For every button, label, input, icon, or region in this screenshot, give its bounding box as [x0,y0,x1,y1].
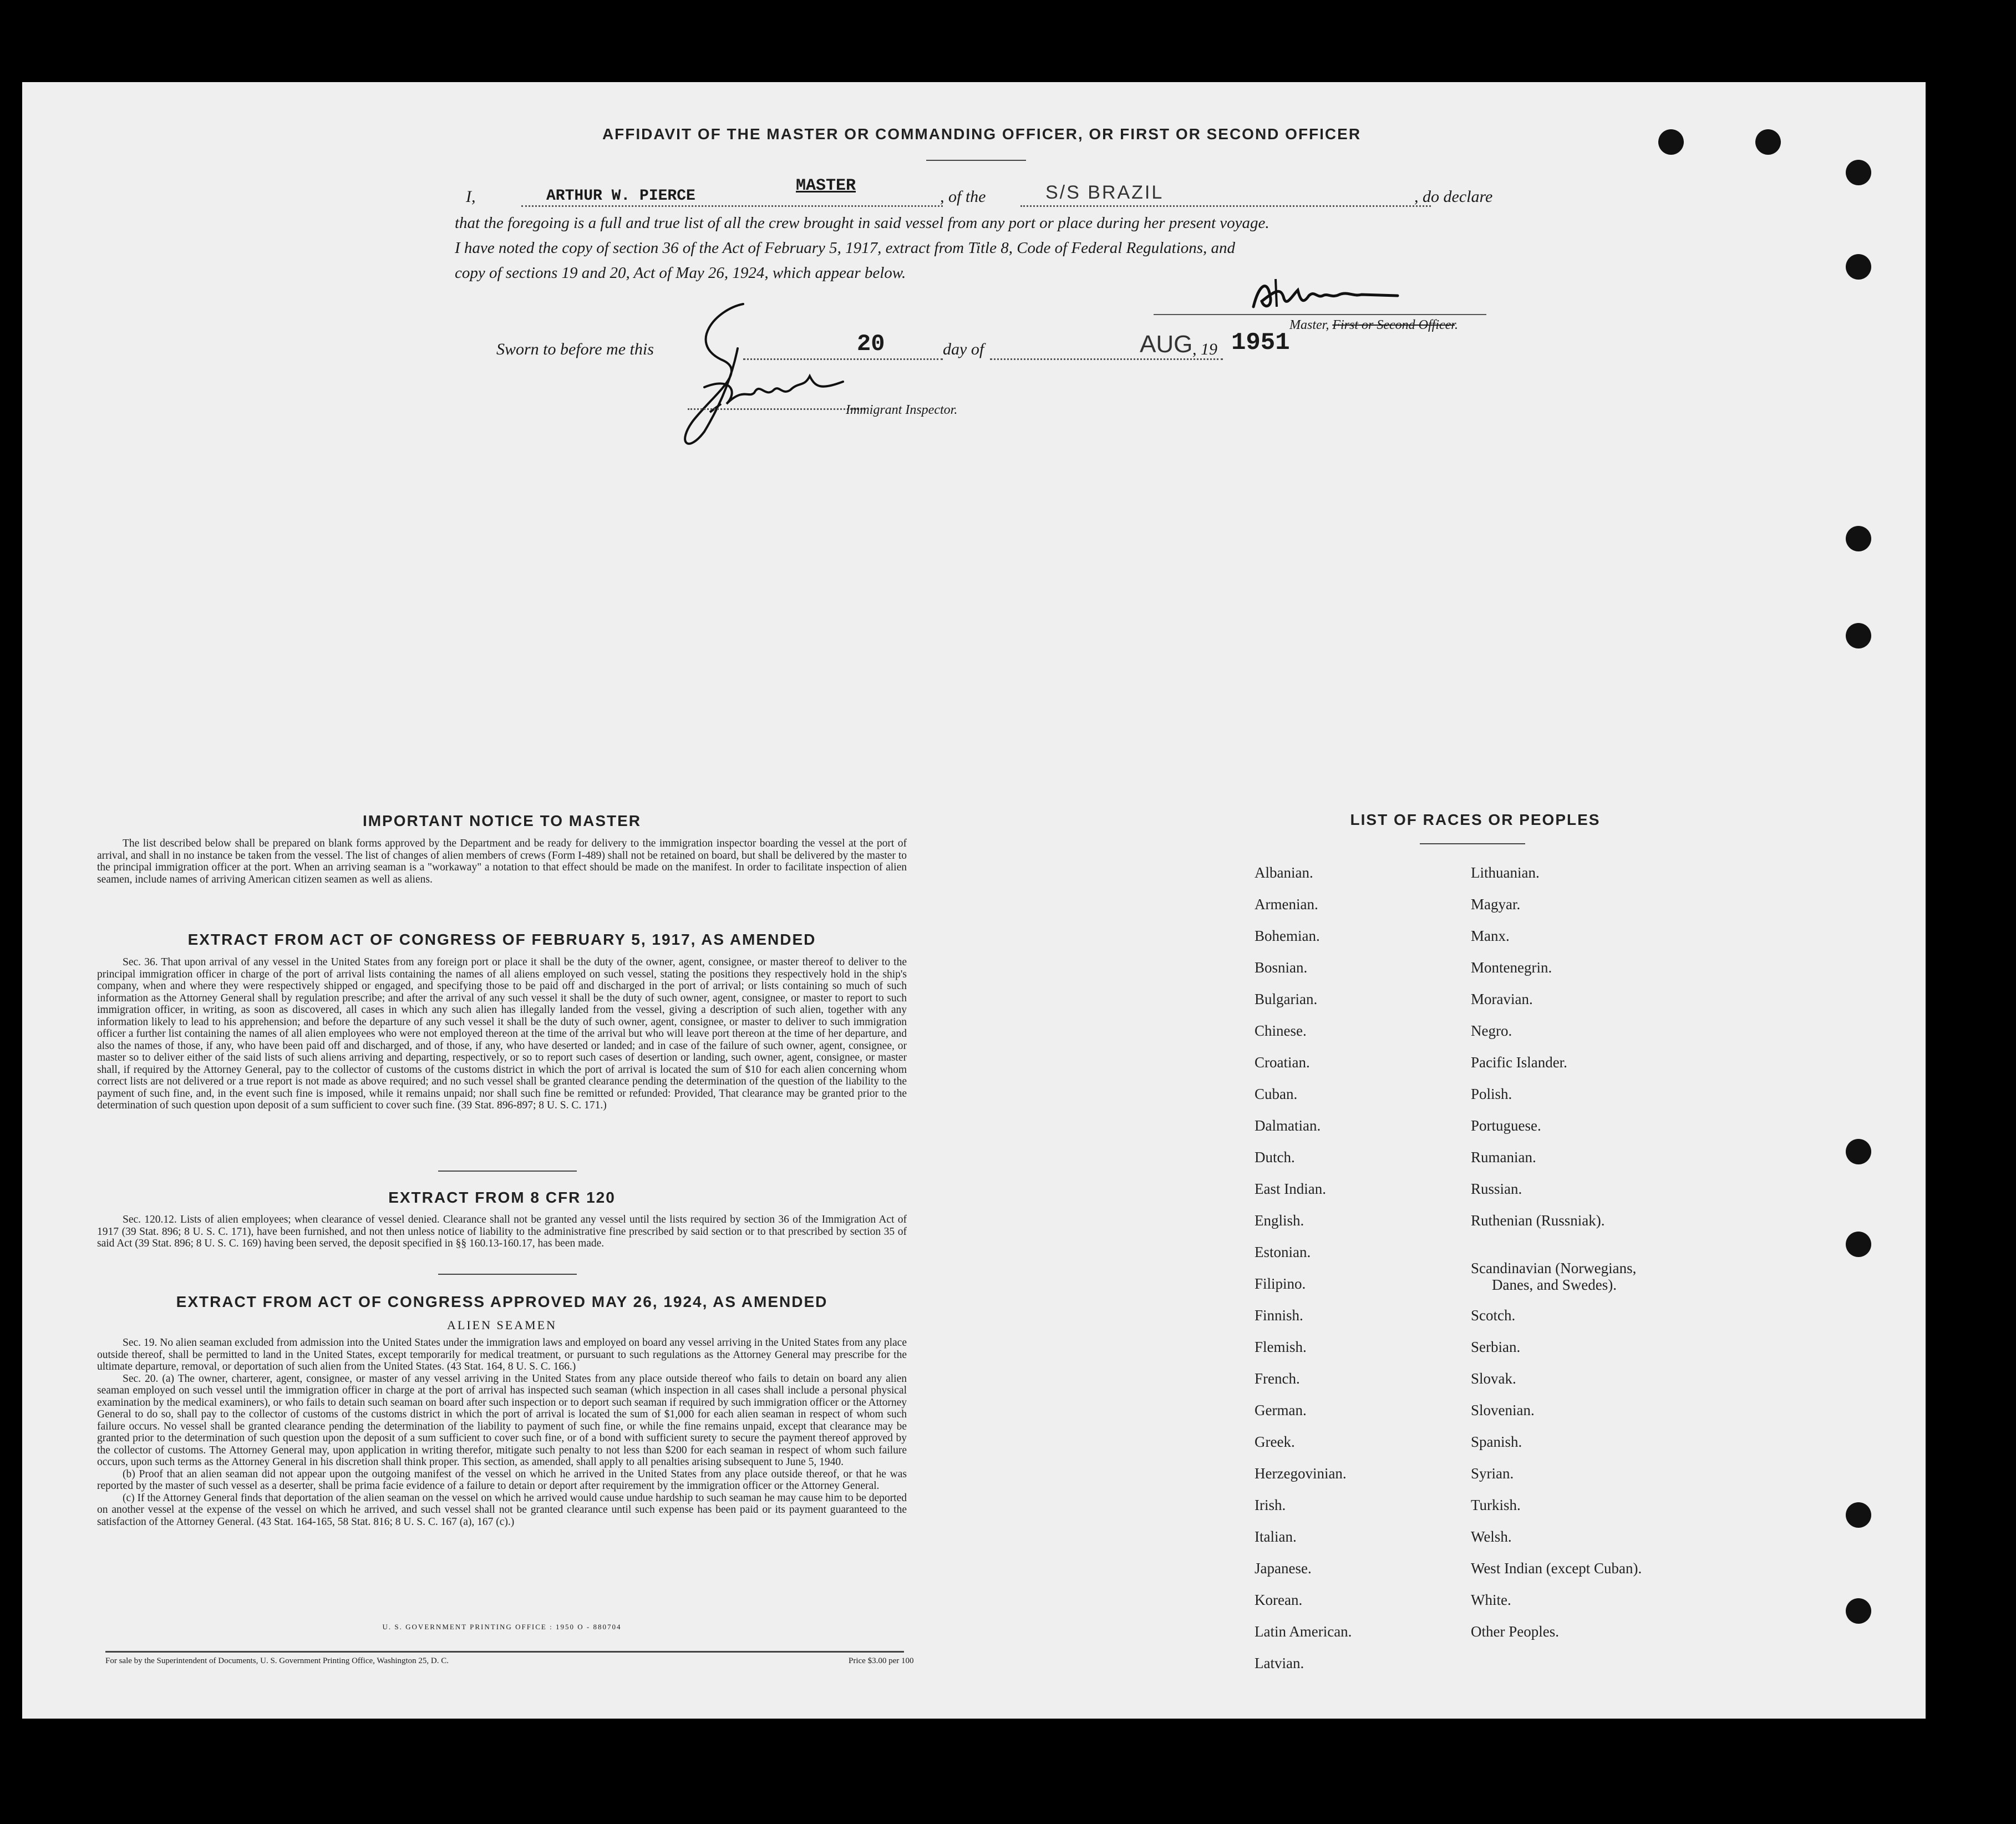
section-120-12-paragraph: Sec. 120.12. Lists of alien employees; when clearance of vessel denied. Clearance shall not be granted any vessel until the lists required by section 36 of the Immigration Act of 1917 (39 Stat. 896; 8 U. S. C. 171), have been furnished, and not then unless notice of liability to the administrative fine prescribed by said section or to that prescribed by section 35 of said Act (39 Stat. 896; 8 U. S. C. 169) having been served, the deposit specified in §§ 160.13-160.17, has been made. [97,1214,907,1249]
race-item: Scandinavian (Norwegians, [1471,1259,1637,1276]
race-item: Irish. [1255,1497,1286,1513]
section-20b-paragraph: (b) Proof that an alien seaman did not appear upon the outgoing manifest of the vessel on which he arrived in the United States from any place outside thereof, or that he was reported by the master of such vessel as a deserter, shall be prima facie evidence of a failure to detain or deport after requirement by the immigration officer or the Attorney General. [97,1468,907,1492]
master-label: Master, [1289,318,1329,332]
affidavit-title: AFFIDAVIT OF THE MASTER OR COMMANDING OFFICER, OR FIRST OR SECOND OFFICER [602,125,1362,143]
race-item: Italian. [1255,1528,1297,1545]
race-item: Lithuanian. [1471,864,1540,881]
race-item: French. [1255,1370,1300,1387]
name-line [521,205,943,207]
race-item: Bulgarian. [1255,991,1318,1007]
race-item: Bosnian. [1255,959,1308,976]
extract-1917-text [97,956,907,1112]
affidavit-line-3: I have noted the copy of section 36 of the Act of February 5, 1917, extract from Title 8, Code of Federal Regulations, and [455,239,1236,257]
extract-1917-title: EXTRACT FROM ACT OF CONGRESS OF FEBRUARY 5, 1917, AS AMENDED [187,931,816,948]
race-item: Japanese. [1255,1560,1312,1577]
sworn-year: 1951 [1231,329,1290,357]
master-sign-line [1154,314,1486,315]
race-item: Montenegrin. [1471,959,1552,976]
inspector-line [688,408,865,410]
race-item: Korean. [1255,1592,1303,1608]
notice-title: IMPORTANT NOTICE TO MASTER [362,812,642,829]
extract-8cfr-title: EXTRACT FROM 8 CFR 120 [388,1189,616,1206]
race-item: Negro. [1471,1022,1512,1039]
printing-office-note: U. S. GOVERNMENT PRINTING OFFICE : 1950 O - 880704 [382,1623,622,1631]
punch-hole-icon [1658,129,1684,155]
section-20a-paragraph: Sec. 20. (a) The owner, charterer, agent, consignee, or master of any vessel arriving in the United States from any place outside thereof who fails to detain on board any alien seaman employed on such vessel until the immigration officer in charge at the port of arrival has inspected such seaman (which inspection in all cases shall include a personal physical examination by the medical examiners), or who fails to detain such seaman on board after such inspection or to deport such seaman if required by such immigration officer or the Attorney General to do so, shall pay to the collector of customs of the customs district in which the port of arrival is located the sum of $1,000 for each alien seaman in respect of whom such failure occurs. No vessel shall be granted clearance pending the determination of the liability to payment of such fine, or while the fine remains unpaid, except that clearance may be granted prior to the determination of such question upon the deposit of a sum sufficient to cover such fine, or of a bond with sufficient surety to secure the payment thereof approved by the collector of customs. The Attorney General may, upon application in writing therefor, mitigate such penalty to not less than $200 for each seaman in respect of whom such failure occurs, upon such terms as the Attorney General in his discretion shall think proper. This section, as amended, shall apply to all penalties arising subsequent to June 5, 1940. [97,1372,907,1468]
extract-1924-title: EXTRACT FROM ACT OF CONGRESS APPROVED MAY 26, 1924, AS AMENDED [176,1293,828,1310]
race-item: Russian. [1471,1180,1522,1197]
officer-struck: First or Second Officer [1332,318,1455,332]
race-item: Slovak. [1471,1370,1516,1387]
sworn-month: AUG [1140,331,1193,358]
divider [926,160,1026,161]
race-item: Armenian. [1255,896,1318,913]
for-sale-note: For sale by the Superintendent of Documents, U. S. Government Printing Office, Washington 25, D. C. [105,1656,449,1665]
race-item: Bohemian. [1255,928,1320,944]
race-item: Herzegovinian. [1255,1465,1347,1482]
punch-hole-icon [1846,254,1871,280]
race-item: Finnish. [1255,1307,1303,1324]
race-item: Serbian. [1471,1339,1521,1355]
rank-stamp: MASTER [796,176,856,195]
race-item: Polish. [1471,1086,1512,1102]
year-prefix: , 19 [1192,340,1217,358]
race-item: East Indian. [1255,1180,1326,1197]
race-item: Latvian. [1255,1655,1304,1671]
race-item: Slovenian. [1471,1402,1535,1418]
master-officer-label [1289,318,1458,333]
extract-8cfr-text [97,1214,907,1250]
race-item: Other Peoples. [1471,1623,1559,1640]
race-item: Dutch. [1255,1149,1295,1166]
races-title: LIST OF RACES OR PEOPLES [1350,811,1601,828]
document-page [22,82,1926,1719]
race-item: Flemish. [1255,1339,1307,1355]
section-19-paragraph: Sec. 19. No alien seaman excluded from admission into the United States under the immigration laws and employed on board any vessel arriving in the United States from any place outside thereof, shall be permitted to land in the United States, except temporarily for medical treatment, or pursuant to such regulations as the Attorney General may prescribe for the ultimate departure, removal, or deportation of such alien from the United States. (43 Stat. 164, 8 U. S. C. 166.) [97,1337,907,1372]
sworn-label: Sworn to before me this [496,340,654,358]
section-20c-paragraph: (c) If the Attorney General finds that deportation of the alien seaman on the vessel on which he arrived would cause undue hardship to such seaman he may cause him to be deported on another vessel at the expense of the vessel on which he arrived, and such vessel shall not be granted clearance until such expense has been paid or its payment guaranteed to the satisfaction of the Attorney General. (43 Stat. 164-165, 58 Stat. 816; 8 U. S. C. 167 (a), 167 (c).) [97,1492,907,1528]
affidavit-i-label: I, [466,188,476,206]
month-line [990,358,1223,360]
punch-hole-icon [1755,129,1781,155]
master-signature [1242,273,1409,318]
divider [438,1274,577,1275]
race-item: Ruthenian (Russniak). [1471,1212,1605,1229]
race-item: Spanish. [1471,1433,1522,1450]
alien-seamen-subtitle: ALIEN SEAMEN [447,1318,557,1332]
race-item: Rumanian. [1471,1149,1536,1166]
race-item: White. [1471,1592,1511,1608]
footer-rule [105,1651,904,1653]
race-item: Manx. [1471,928,1510,944]
race-item: English. [1255,1212,1304,1229]
race-item: German. [1255,1402,1307,1418]
price-note: Price $3.00 per 100 [849,1656,914,1665]
race-item: Magyar. [1471,896,1521,913]
inspector-signature [654,293,876,459]
notice-text [97,838,907,885]
race-item: Pacific Islander. [1471,1054,1567,1071]
vessel-name: S/S BRAZIL [1045,182,1164,203]
punch-hole-icon [1846,526,1871,551]
race-item: Greek. [1255,1433,1295,1450]
divider [438,1171,577,1172]
race-item: Welsh. [1471,1528,1512,1545]
divider [1420,843,1525,844]
affidavit-line-4: copy of sections 19 and 20, Act of May 26, 1924, which appear below. [455,264,906,282]
master-name: ARTHUR W. PIERCE [546,188,695,205]
race-item: Estonian. [1255,1244,1311,1260]
punch-hole-icon [1846,1139,1871,1164]
race-item: Dalmatian. [1255,1117,1321,1134]
race-item: Albanian. [1255,864,1313,881]
inspector-label: Immigrant Inspector. [846,403,958,417]
notice-paragraph: The list described below shall be prepared on blank forms approved by the Department and be ready for delivery to the immigration inspector boarding the vessel at the port of arrival, and shall in no instance be taken from the vessel. The list of changes of alien members of crews (Form I-489) shall not be retained on board, but shall be delivered by the master to the principal immigration officer at the port. When an arriving seaman is a "workaway" a notation to that effect should be made on the manifest. In order to facilitate inspection of alien seamen, include names of arriving American citizen seamen as well as aliens. [97,838,907,885]
vessel-line [1020,205,1431,207]
race-item: Croatian. [1255,1054,1310,1071]
sworn-day: 20 [857,331,885,357]
affidavit-do-declare: , do declare [1414,188,1493,206]
race-item: Moravian. [1471,991,1533,1007]
punch-hole-icon [1846,160,1871,185]
race-item: Filipino. [1255,1275,1306,1292]
section-36-paragraph: Sec. 36. That upon arrival of any vessel in the United States from any foreign port or place it shall be the duty of the owner, agent, consignee, or master thereof to deliver to the principal immigration officer in charge of the port of arrival lists containing the names of all aliens employed on such vessel, stating the positions they respectively hold in the ship's company, when and where they were respectively shipped or engaged, and specifying those to be paid off and discharged in the port of arrival; or lists containing so much of such information as the Attorney General shall by regulation prescribe; and after the arrival of any such vessel it shall be the duty of such owner, agent, consignee, or master to report to such immigration officer, in writing, as soon as discovered, all cases in which any such alien has illegally landed from the vessel, giving a description of such alien, together with any information likely to lead to his apprehension; and before the departure of any such vessel it shall be the duty of such owner, agent, consignee, or master to deliver to such immigration officer a further list containing the names of all alien employees who were not employed thereon at the time of the arrival but who will leave port thereon at the time of her departure, and also the names of those, if any, who have been paid off and discharged, and of those, if any, who have deserted or landed; and in case of the failure of such owner, agent, consignee, or master so to deliver either of the said lists of such aliens arriving and departing, respectively, or so to report such cases of desertion or landing, such owner, agent, consignee, or master shall, if required by the Attorney General, pay to the collector of customs of the customs district in which the port of arrival is located the sum of $10 for each alien concerning whom correct lists are not delivered or a true report is not made as above required; and no such vessel shall be granted clearance pending the determination of the question of the liability to the payment of such fine, and, in the event such fine is imposed, while it remains unpaid; nor shall such fine be remitted or refunded: Provided, That clearance may be granted prior to the determination of such question upon deposit of a sum sufficient to cover such fine. (39 Stat. 896-897; 8 U. S. C. 171.) [97,956,907,1111]
officer-period: . [1454,318,1458,332]
punch-hole-icon [1846,623,1871,648]
affidavit-of-the: , of the [940,188,986,206]
race-item: Chinese. [1255,1022,1307,1039]
race-item: Turkish. [1471,1497,1521,1513]
race-item: Syrian. [1471,1465,1514,1482]
punch-hole-icon [1846,1232,1871,1257]
affidavit-line-2: that the foregoing is a full and true list of all the crew brought in said vessel from any port or place during her present voyage. [455,214,1269,232]
race-item: West Indian (except Cuban). [1471,1560,1642,1577]
race-item: Latin American. [1255,1623,1352,1640]
race-item: Portuguese. [1471,1117,1541,1134]
extract-1924-text [97,1337,907,1528]
race-item: Scotch. [1471,1307,1516,1324]
day-of-label: day of [943,340,984,358]
punch-hole-icon [1846,1598,1871,1624]
punch-hole-icon [1846,1502,1871,1528]
race-item: Danes, and Swedes). [1492,1276,1617,1293]
race-item: Cuban. [1255,1086,1298,1102]
